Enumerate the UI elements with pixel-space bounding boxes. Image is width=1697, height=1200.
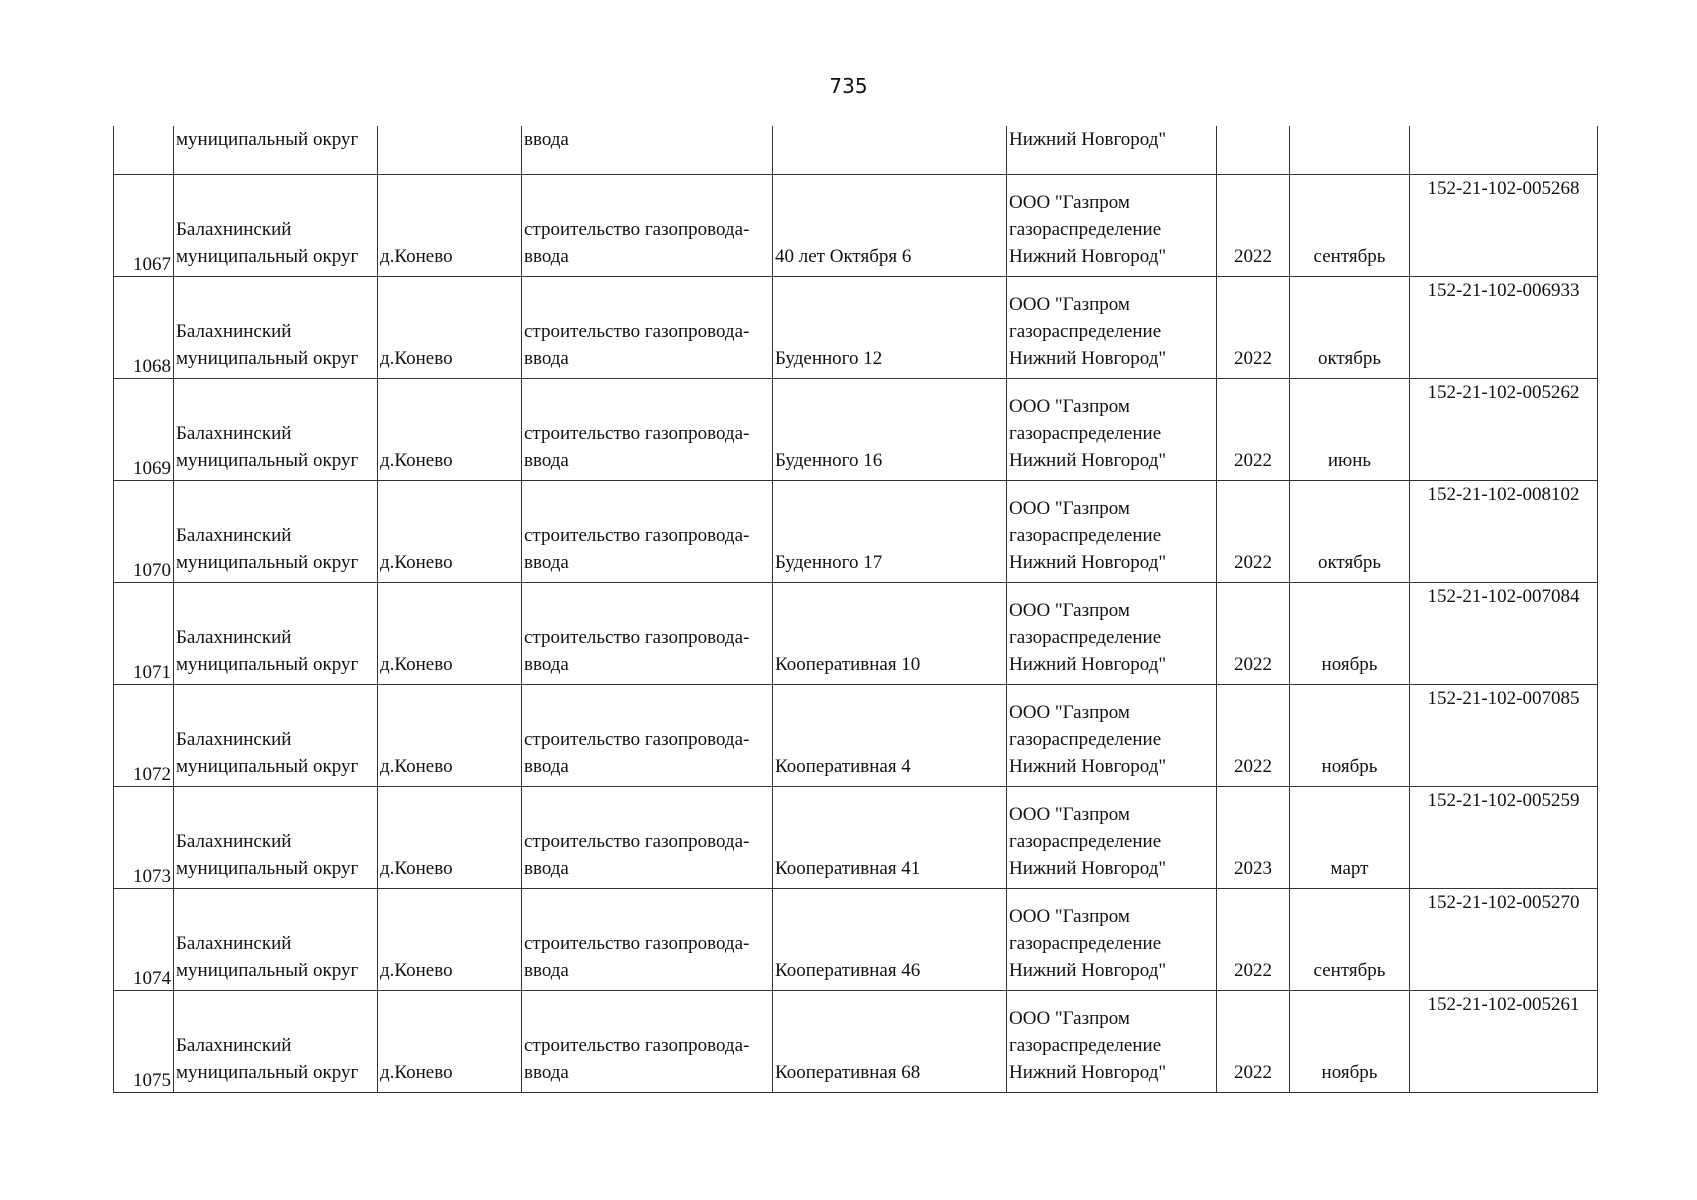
work-line: ввода — [524, 1062, 569, 1083]
cell-address — [773, 175, 1007, 277]
work-line: строительство газопровода- — [524, 729, 750, 750]
cell-code — [1410, 685, 1598, 787]
cell-address — [773, 277, 1007, 379]
settlement: д.Конево — [380, 858, 453, 879]
year: 2022 — [1234, 552, 1272, 573]
cell-code — [1410, 481, 1598, 583]
work-line: строительство газопровода- — [524, 321, 750, 342]
cell-num — [114, 583, 174, 685]
cell-year — [1217, 787, 1290, 889]
cell-num — [114, 175, 174, 277]
cell-settlement — [378, 889, 522, 991]
object-code: 152-21-102-005261 — [1427, 994, 1580, 1015]
cell-year — [1217, 481, 1290, 583]
row-number: 1072 — [133, 764, 171, 785]
cell-address — [773, 889, 1007, 991]
cell-num — [114, 277, 174, 379]
cell-num — [114, 685, 174, 787]
cell-address — [773, 379, 1007, 481]
row-number: 1071 — [133, 662, 171, 683]
cell-settlement — [378, 685, 522, 787]
table-row — [114, 889, 1598, 991]
cell-num — [114, 379, 174, 481]
month: октябрь — [1317, 348, 1382, 369]
work-line: строительство газопровода- — [524, 423, 750, 444]
work-line: строительство газопровода- — [524, 933, 750, 954]
operator-line: Нижний Новгород" — [1009, 450, 1167, 471]
cell-operator — [1007, 889, 1217, 991]
district-line: Балахнинский — [176, 1035, 292, 1056]
year: 2022 — [1234, 960, 1272, 981]
cell-operator — [1007, 175, 1217, 277]
operator-line: газораспределение — [1009, 423, 1162, 444]
operator-line: Нижний Новгород" — [1009, 552, 1167, 573]
cell-district: муниципальный округ — [174, 126, 378, 175]
cell-year — [1217, 583, 1290, 685]
cell-num — [114, 787, 174, 889]
settlement: д.Конево — [380, 450, 453, 471]
table-row — [114, 991, 1598, 1093]
cell-work — [522, 583, 773, 685]
month: октябрь — [1317, 552, 1382, 573]
work-line: строительство газопровода- — [524, 831, 750, 852]
cell-address — [773, 481, 1007, 583]
cell-address — [773, 583, 1007, 685]
operator-line: газораспределение — [1009, 219, 1162, 240]
operator-line: газораспределение — [1009, 729, 1162, 750]
settlement: д.Конево — [380, 246, 453, 267]
month: ноябрь — [1321, 756, 1378, 777]
row-number: 1073 — [133, 866, 171, 887]
row-number: 1068 — [133, 356, 171, 377]
settlement: д.Конево — [380, 552, 453, 573]
address: Кооперативная 46 — [775, 960, 921, 981]
work-line: ввода — [524, 450, 569, 471]
table-row — [114, 685, 1598, 787]
settlement: д.Конево — [380, 654, 453, 675]
year: 2022 — [1234, 246, 1272, 267]
cell-operator — [1007, 481, 1217, 583]
object-code: 152-21-102-007084 — [1427, 586, 1580, 607]
operator-line: Нижний Новгород" — [1009, 756, 1167, 777]
month: ноябрь — [1321, 654, 1378, 675]
address: Кооперативная 41 — [775, 858, 921, 879]
district-line: Балахнинский — [176, 933, 292, 954]
operator-line: газораспределение — [1009, 1035, 1162, 1056]
cell-address — [773, 991, 1007, 1093]
cell-operator — [1007, 583, 1217, 685]
cell-operator — [1007, 787, 1217, 889]
cell-num — [114, 889, 174, 991]
operator-line: ООО "Газпром — [1009, 396, 1130, 417]
month: июнь — [1327, 450, 1372, 471]
cell-operator — [1007, 685, 1217, 787]
cell-address — [773, 126, 1007, 175]
cell-address — [773, 685, 1007, 787]
cell-code — [1410, 991, 1598, 1093]
cell-district — [174, 787, 378, 889]
object-code: 152-21-102-008102 — [1427, 484, 1580, 505]
operator-line: Нижний Новгород" — [1009, 654, 1167, 675]
year: 2022 — [1234, 1062, 1272, 1083]
cell-operator — [1007, 991, 1217, 1093]
year: 2022 — [1234, 450, 1272, 471]
district-line: Балахнинский — [176, 831, 292, 852]
operator-line: газораспределение — [1009, 831, 1162, 852]
cell-month — [1290, 277, 1410, 379]
cell-settlement — [378, 787, 522, 889]
cell-work — [522, 175, 773, 277]
district-line: муниципальный округ — [176, 348, 359, 369]
operator-line: ООО "Газпром — [1009, 498, 1130, 519]
operator-line: газораспределение — [1009, 321, 1162, 342]
cell-settlement — [378, 991, 522, 1093]
cell-operator: Нижний Новгород" — [1007, 126, 1217, 175]
month: сентябрь — [1313, 246, 1386, 267]
cell-work — [522, 481, 773, 583]
cell-district — [174, 175, 378, 277]
operator-line: ООО "Газпром — [1009, 702, 1130, 723]
cell-work — [522, 991, 773, 1093]
district-line: Балахнинский — [176, 423, 292, 444]
operator-line: Нижний Новгород" — [1009, 858, 1167, 879]
cell-year — [1217, 379, 1290, 481]
operator-line: Нижний Новгород" — [1009, 246, 1167, 267]
operator-line: ООО "Газпром — [1009, 804, 1130, 825]
address: Буденного 12 — [775, 348, 883, 369]
cell-district — [174, 379, 378, 481]
work-line: ввода — [524, 246, 569, 267]
row-number: 1069 — [133, 458, 171, 479]
cell-work: ввода — [522, 126, 773, 175]
cell-month — [1290, 685, 1410, 787]
month: сентябрь — [1313, 960, 1386, 981]
cell-settlement — [378, 175, 522, 277]
cell-month — [1290, 889, 1410, 991]
work-line: строительство газопровода- — [524, 219, 750, 240]
cell-month — [1290, 175, 1410, 277]
work-line: ввода — [524, 960, 569, 981]
object-code: 152-21-102-005270 — [1427, 892, 1580, 913]
object-code: 152-21-102-005259 — [1427, 790, 1580, 811]
cell-month — [1290, 787, 1410, 889]
cell-year — [1217, 175, 1290, 277]
cell-district — [174, 481, 378, 583]
work-line: ввода — [524, 348, 569, 369]
table-row — [114, 583, 1598, 685]
settlement: д.Конево — [380, 1062, 453, 1083]
address: Кооперативная 68 — [775, 1062, 921, 1083]
cell-year — [1217, 685, 1290, 787]
object-code: 152-21-102-007085 — [1427, 688, 1580, 709]
operator-line: Нижний Новгород" — [1009, 348, 1167, 369]
settlement: д.Конево — [380, 960, 453, 981]
cell-settlement — [378, 379, 522, 481]
district-line: Балахнинский — [176, 219, 292, 240]
table-row — [114, 481, 1598, 583]
operator-line: ООО "Газпром — [1009, 1008, 1130, 1029]
district-line: Балахнинский — [176, 627, 292, 648]
operator-line: газораспределение — [1009, 933, 1162, 954]
table-row — [114, 379, 1598, 481]
district-line: муниципальный округ — [176, 756, 359, 777]
object-code: 152-21-102-005268 — [1427, 178, 1580, 199]
operator-line: ООО "Газпром — [1009, 600, 1130, 621]
cell-work — [522, 379, 773, 481]
cell-num — [114, 481, 174, 583]
row-number: 1067 — [133, 254, 171, 275]
district-line: муниципальный округ — [176, 450, 359, 471]
cell-district — [174, 889, 378, 991]
district-line: Балахнинский — [176, 321, 292, 342]
cell-work — [522, 889, 773, 991]
cell-month — [1290, 991, 1410, 1093]
operator-line: Нижний Новгород" — [1009, 1062, 1167, 1083]
year: 2023 — [1234, 858, 1272, 879]
settlement: д.Конево — [380, 756, 453, 777]
operator-line: газораспределение — [1009, 525, 1162, 546]
page-number: 735 — [829, 74, 868, 98]
object-code: 152-21-102-006933 — [1427, 280, 1580, 301]
cell-code — [1410, 277, 1598, 379]
address: Буденного 16 — [775, 450, 883, 471]
cell-settlement — [378, 126, 522, 175]
cell-settlement — [378, 583, 522, 685]
cell-code — [1410, 583, 1598, 685]
cell-month — [1290, 126, 1410, 175]
operator-line: ООО "Газпром — [1009, 906, 1130, 927]
cell-month — [1290, 379, 1410, 481]
cell-year — [1217, 991, 1290, 1093]
operator-line: Нижний Новгород" — [1009, 960, 1167, 981]
row-number: 1075 — [133, 1070, 171, 1091]
cell-settlement — [378, 277, 522, 379]
district-line: муниципальный округ — [176, 960, 359, 981]
cell-district — [174, 991, 378, 1093]
cell-code — [1410, 175, 1598, 277]
cell-address — [773, 787, 1007, 889]
cell-work — [522, 685, 773, 787]
cell-operator — [1007, 277, 1217, 379]
work-line: ввода — [524, 654, 569, 675]
cell-num — [114, 126, 174, 175]
object-code: 152-21-102-005262 — [1427, 382, 1580, 403]
year: 2022 — [1234, 756, 1272, 777]
cell-code — [1410, 126, 1598, 175]
cell-year — [1217, 277, 1290, 379]
cell-code — [1410, 787, 1598, 889]
cell-month — [1290, 583, 1410, 685]
operator-line: ООО "Газпром — [1009, 294, 1130, 315]
cell-work — [522, 277, 773, 379]
row-number: 1070 — [133, 560, 171, 581]
cell-code — [1410, 889, 1598, 991]
gas-pipeline-register-table — [113, 126, 1598, 1093]
table-row — [114, 175, 1598, 277]
district-line: муниципальный округ — [176, 1062, 359, 1083]
cell-year — [1217, 889, 1290, 991]
district-line: муниципальный округ — [176, 552, 359, 573]
cell-settlement — [378, 481, 522, 583]
cell-month — [1290, 481, 1410, 583]
district-line: муниципальный округ — [176, 654, 359, 675]
cell-work — [522, 787, 773, 889]
address: Кооперативная 10 — [775, 654, 921, 675]
table-row — [114, 787, 1598, 889]
cell-code — [1410, 379, 1598, 481]
work-line: строительство газопровода- — [524, 627, 750, 648]
month: ноябрь — [1321, 1062, 1378, 1083]
cell-operator — [1007, 379, 1217, 481]
district-line: муниципальный округ — [176, 246, 359, 267]
district-line: Балахнинский — [176, 729, 292, 750]
cell-year — [1217, 126, 1290, 175]
work-line: строительство газопровода- — [524, 525, 750, 546]
work-line: ввода — [524, 858, 569, 879]
cell-district — [174, 277, 378, 379]
cell-district — [174, 685, 378, 787]
table-row-continuation — [114, 126, 1598, 175]
work-line: ввода — [524, 552, 569, 573]
address: Кооперативная 4 — [775, 756, 911, 777]
year: 2022 — [1234, 654, 1272, 675]
district-line: Балахнинский — [176, 525, 292, 546]
month: март — [1330, 858, 1369, 879]
address: 40 лет Октября 6 — [775, 246, 912, 267]
row-number: 1074 — [133, 968, 171, 989]
cell-district — [174, 583, 378, 685]
cell-num — [114, 991, 174, 1093]
work-line: ввода — [524, 756, 569, 777]
operator-line: газораспределение — [1009, 627, 1162, 648]
year: 2022 — [1234, 348, 1272, 369]
table-row — [114, 277, 1598, 379]
settlement: д.Конево — [380, 348, 453, 369]
table-body — [114, 126, 1598, 1093]
operator-line: ООО "Газпром — [1009, 192, 1130, 213]
address: Буденного 17 — [775, 552, 883, 573]
district-line: муниципальный округ — [176, 858, 359, 879]
work-line: строительство газопровода- — [524, 1035, 750, 1056]
